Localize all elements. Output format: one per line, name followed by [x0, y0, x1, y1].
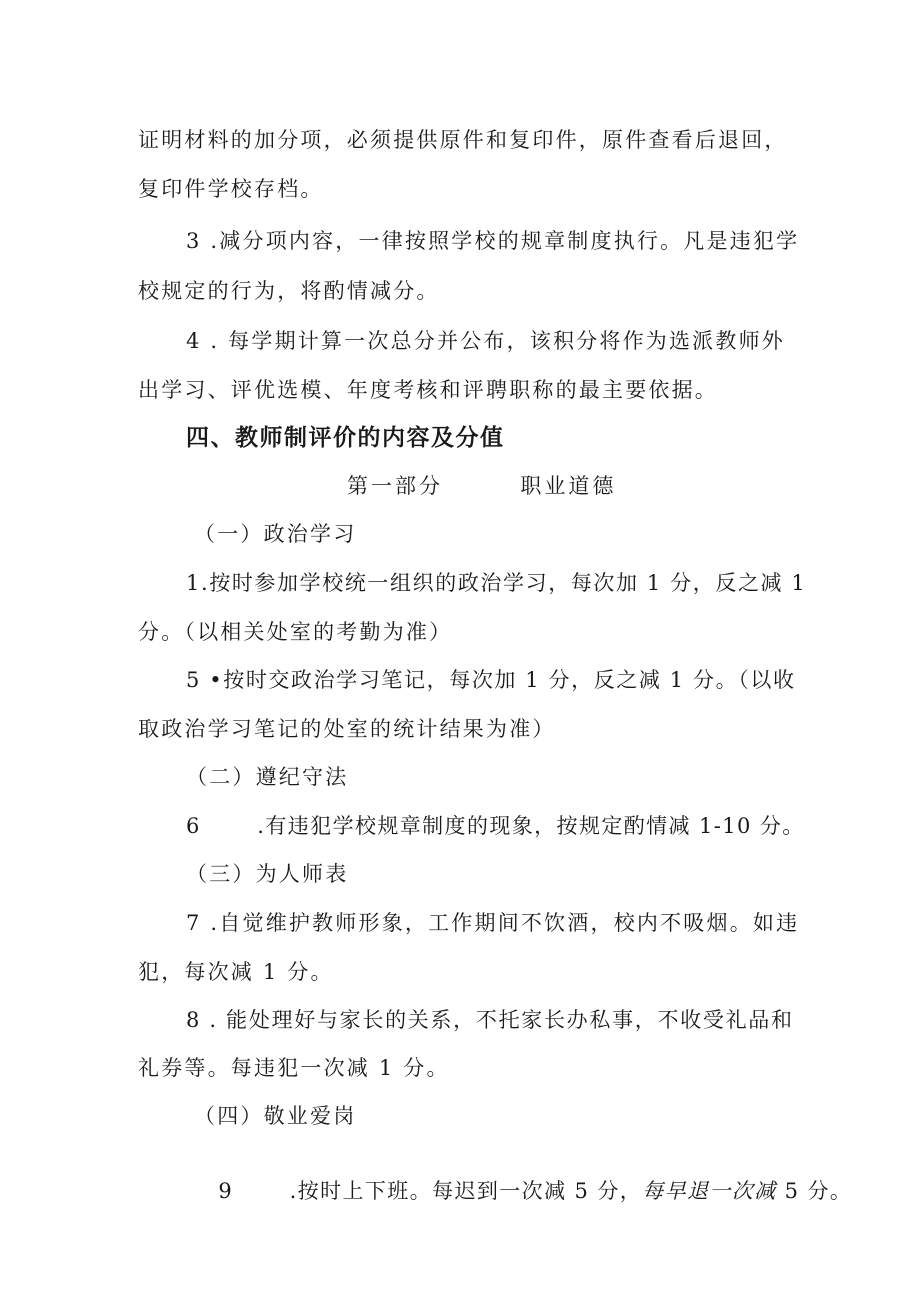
paragraph-line: 出学习、评优选模、年度考核和评聘职称的最主要依据。: [138, 378, 718, 402]
paragraph-line: 5 •按时交政治学习笔记，每次加 1 分，反之减 1 分。（以收: [186, 668, 796, 692]
paragraph-line: 犯，每次减 1 分。: [138, 960, 334, 984]
paragraph-line: 校规定的行为，将酌情减分。: [138, 279, 440, 303]
subsection-heading: （三）为人师表: [186, 862, 349, 886]
paragraph-line: 取政治学习笔记的处室的统计结果为准）: [138, 717, 556, 741]
paragraph-line: 4 . 每学期计算一次总分并公布，该积分将作为选派教师外: [186, 329, 785, 353]
paragraph-line: [186, 1152, 852, 1230]
section-heading: 四、教师制评价的内容及分值: [186, 424, 505, 451]
italic-segment: 每早退一次减: [642, 1179, 777, 1203]
line-segment: 9 .按时上下班。每迟到一次减 5 分，: [218, 1179, 643, 1203]
subsection-heading: （一）政治学习: [194, 522, 357, 546]
line-segment: 5 分。: [776, 1179, 853, 1203]
subsection-heading: （四）敬业爱岗: [194, 1104, 357, 1128]
part-title: 第一部分 职业道德: [347, 474, 617, 498]
paragraph-line: 分。（以相关处室的考勤为准）: [138, 620, 453, 644]
paragraph-line: 礼券等。每违犯一次减 1 分。: [138, 1056, 450, 1080]
paragraph-line: 7 .自觉维护教师形象，工作期间不饮酒，校内不吸烟。如违: [186, 911, 800, 935]
paragraph-line: 1.按时参加学校统一组织的政治学习，每次加 1 分，反之减 1: [186, 571, 807, 595]
paragraph-line: 6 .有违犯学校规章制度的现象，按规定酌情减 1-10 分。: [186, 814, 805, 838]
paragraph-line: 证明材料的加分项，必须提供原件和复印件，原件查看后退回，: [138, 128, 788, 152]
subsection-heading: （二）遵纪守法: [186, 765, 349, 789]
paragraph-line: 3 .减分项内容，一律按照学校的规章制度执行。凡是违犯学: [186, 229, 800, 253]
paragraph-line: 8 . 能处理好与家长的关系，不托家长办私事，不收受礼品和: [186, 1008, 794, 1032]
paragraph-line: 复印件学校存档。: [138, 177, 324, 201]
